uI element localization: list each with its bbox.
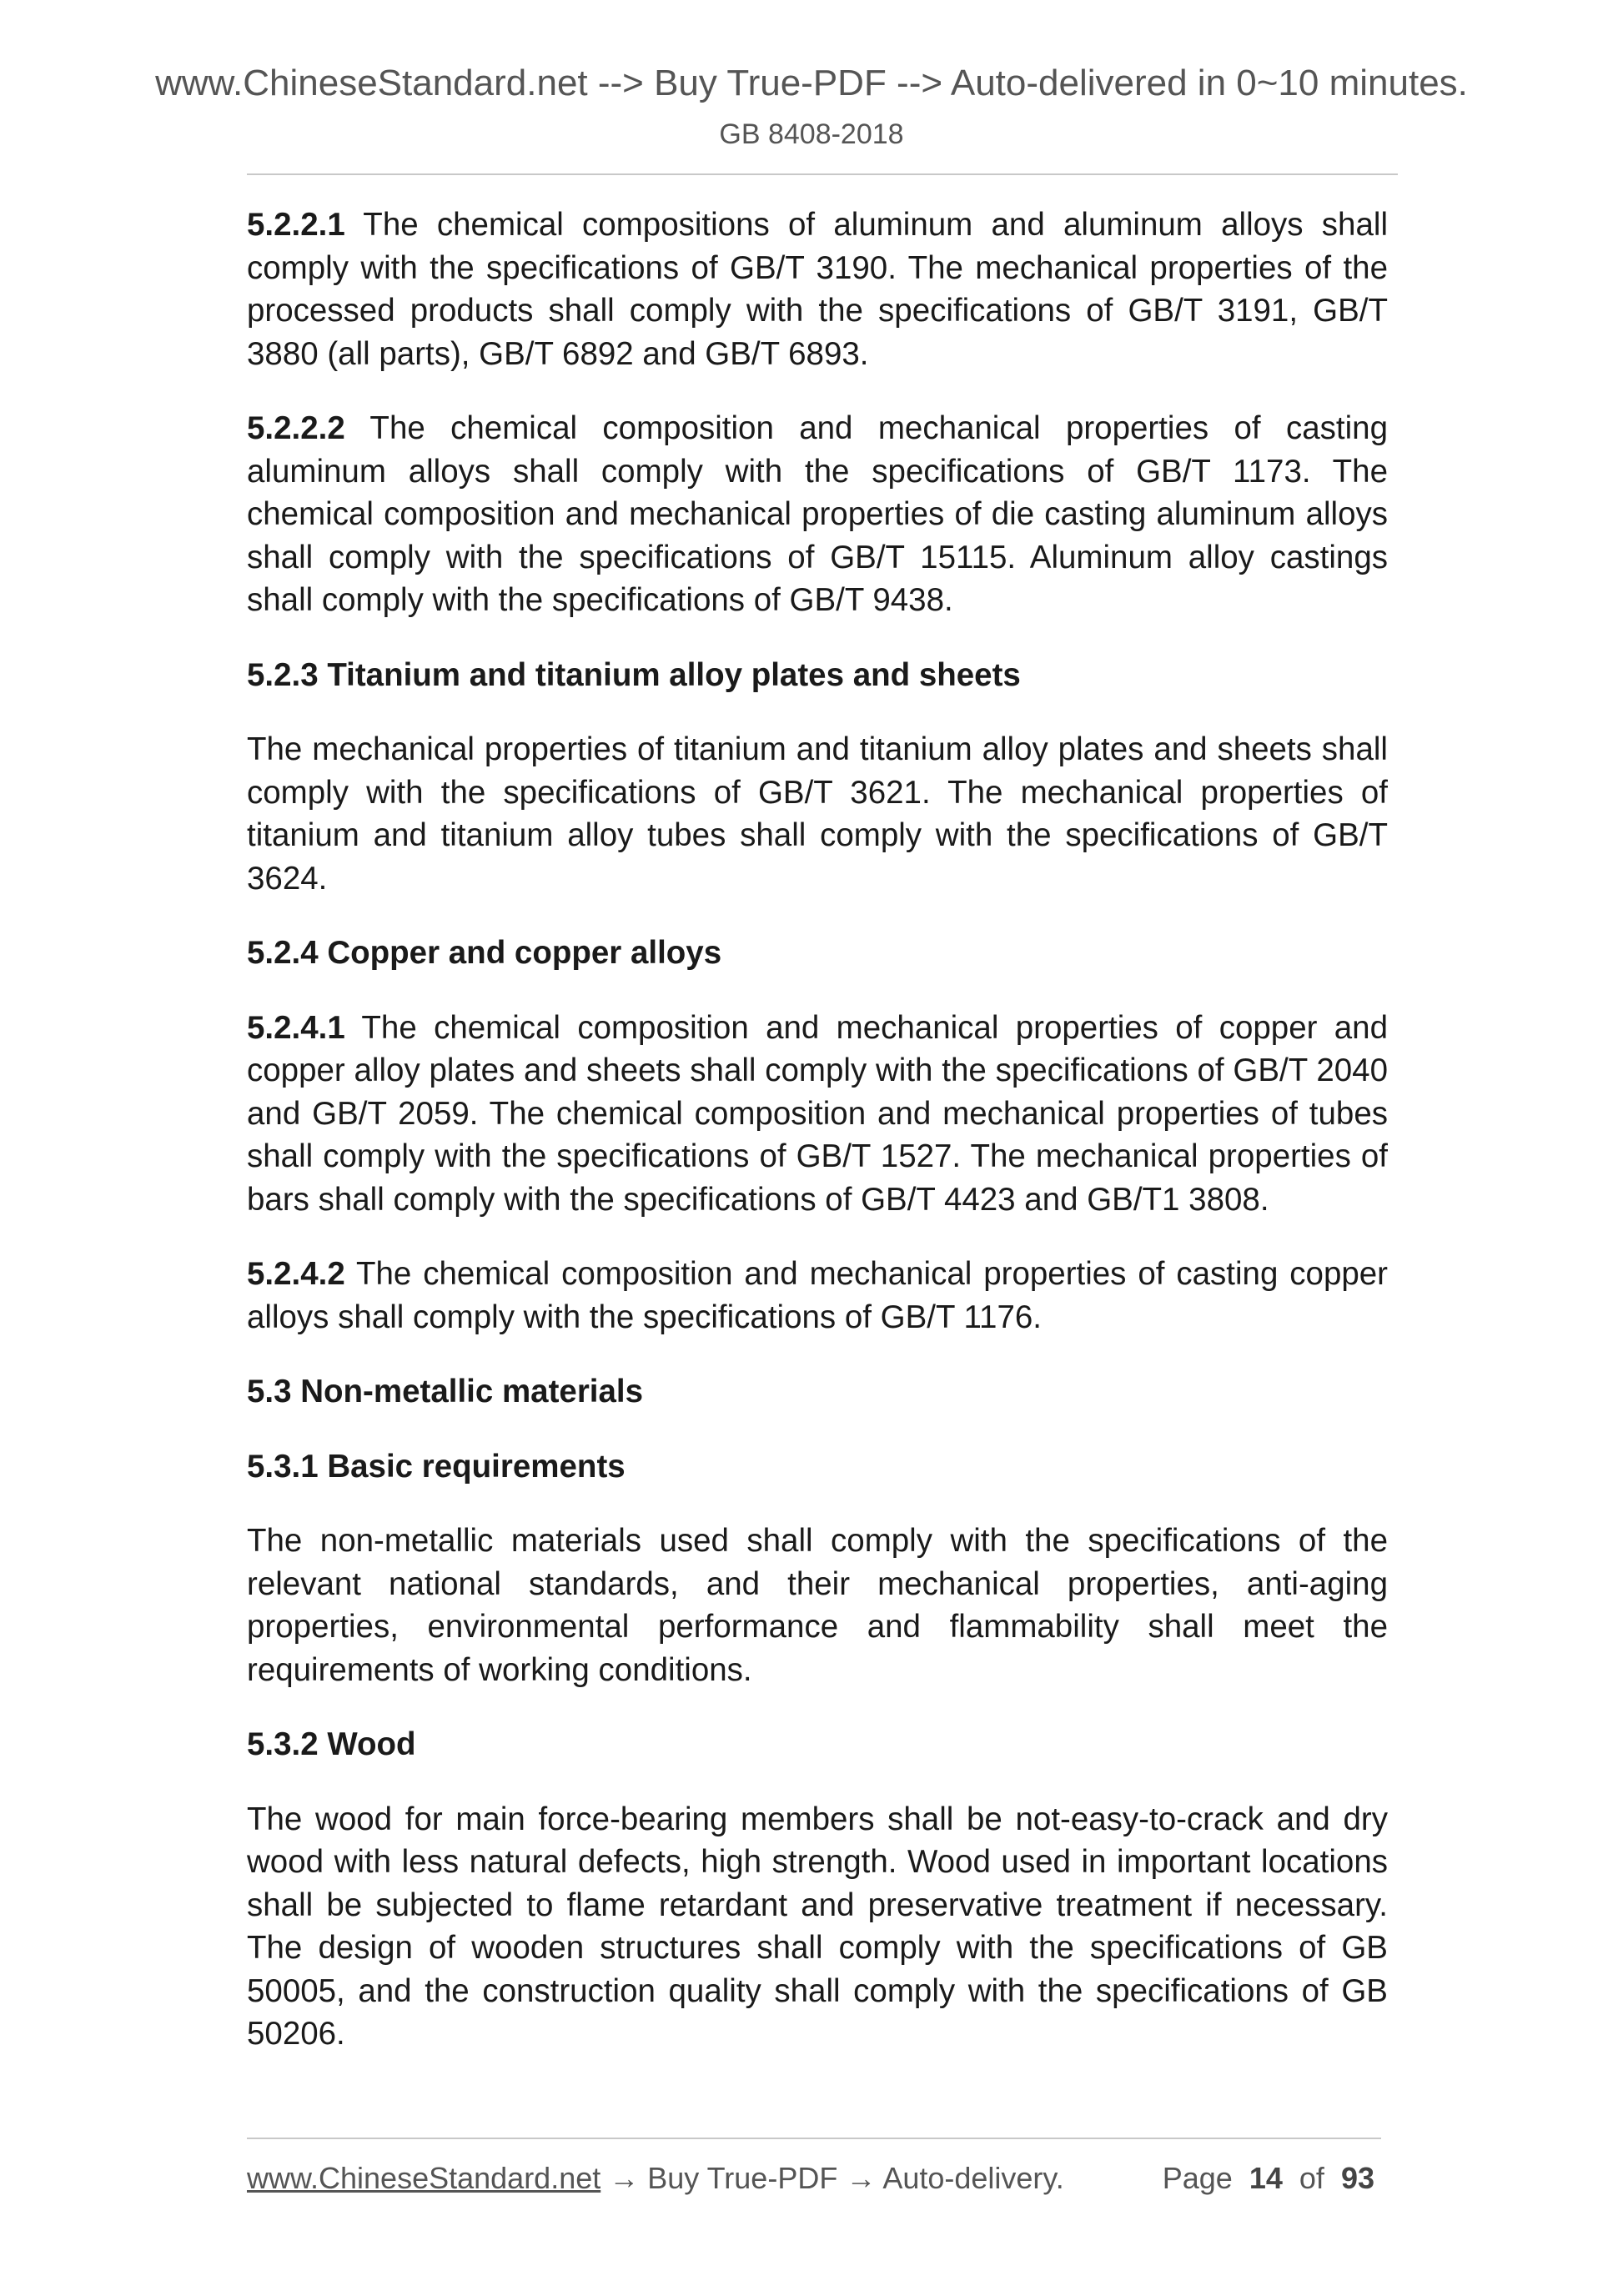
clause-5-2-4-2 xyxy=(247,1253,1388,1339)
page-of-label: of xyxy=(1299,2161,1324,2195)
clause-5-2-4-1 xyxy=(247,1007,1388,1222)
header-divider xyxy=(247,173,1398,175)
footer-divider xyxy=(247,2138,1381,2139)
clause-text: The chemical composition and mechanical properties of casting copper alloys shall comply with the specifications of GB/T 1176. xyxy=(247,1256,1388,1335)
clause-number: 5.2.4.2 xyxy=(247,1256,345,1292)
document-body xyxy=(247,203,1388,2088)
clause-text: The chemical composition and mechanical properties of copper and copper alloy plates and sheets shall comply with the specifications of GB/T 2040 and GB/T 2059. The chemical composition and mechanical properties of tubes shall comply with the specifications of GB/T 1527. The mechanical properties of bars shall comply with the specifications of GB/T 4423 and GB/T1 3808. xyxy=(247,1009,1388,1218)
section-heading-5-2-4: 5.2.4 Copper and copper alloys xyxy=(247,935,722,971)
standard-number: GB 8408-2018 xyxy=(719,118,904,150)
page-indicator xyxy=(1163,2158,1374,2198)
paragraph-5-2-3: The mechanical properties of titanium and titanium alloy plates and sheets shall comply with the specifications of GB/T 3621. The mechanical properties of titanium and titanium alloy tubes shall comply with the specifications of GB/T 3624. xyxy=(247,731,1388,897)
section-heading-5-2-3: 5.2.3 Titanium and titanium alloy plates and sheets xyxy=(247,656,1021,693)
page-label: Page xyxy=(1162,2161,1233,2195)
clause-number: 5.2.2.2 xyxy=(247,410,345,446)
page-total: 93 xyxy=(1340,2161,1374,2195)
header-banner: www.ChineseStandard.net --> Buy True-PDF --> Auto-delivered in 0~10 minutes. xyxy=(155,63,1468,103)
clause-5-2-2-2 xyxy=(247,407,1388,622)
section-heading-5-3-1: 5.3.1 Basic requirements xyxy=(247,1448,626,1485)
clause-number: 5.2.2.1 xyxy=(247,207,345,243)
section-heading-5-3: 5.3 Non-metallic materials xyxy=(247,1374,644,1409)
page-current: 14 xyxy=(1249,2161,1283,2195)
footer-promo-text: → Buy True-PDF → Auto-delivery. xyxy=(600,2161,1064,2195)
clause-text: The chemical composition and mechanical properties of casting aluminum alloys shall comply with the specifications of GB/T 1173. The chemical composition and mechanical properties of die casting aluminum alloys shall comply with the specifications of GB/T 15115. Aluminum alloy castings shall comply with the specifications of GB/T 9438. xyxy=(247,410,1388,618)
clause-text: The chemical compositions of aluminum and aluminum alloys shall comply with the specifications of GB/T 3190. The mechanical properties of the processed products shall comply with the specifications of GB/T 3191, GB/T 3880 (all parts), GB/T 6892 and GB/T 6893. xyxy=(247,207,1388,372)
paragraph-5-3-2: The wood for main force-bearing members shall be not-easy-to-crack and dry wood with less natural defects, high strength. Wood used in important locations shall be subjected to flame retardant and preservative treatment if necessary. The design of wooden structures shall comply with the specifications of GB 50005, and the construction quality shall comply with the specifications of GB 50206. xyxy=(247,1801,1388,2052)
clause-number: 5.2.4.1 xyxy=(247,1009,345,1046)
section-heading-5-3-2: 5.3.2 Wood xyxy=(247,1726,416,1762)
footer-site-link[interactable]: www.ChineseStandard.net xyxy=(247,2161,601,2195)
clause-5-2-2-1 xyxy=(247,203,1388,375)
paragraph-5-3-1: The non-metallic materials used shall comply with the specifications of the relevant national standards, and their mechanical properties, anti-aging properties, environmental performance and flammability shall meet the requirements of working conditions. xyxy=(247,1523,1388,1688)
footer-promo xyxy=(247,2158,1064,2198)
